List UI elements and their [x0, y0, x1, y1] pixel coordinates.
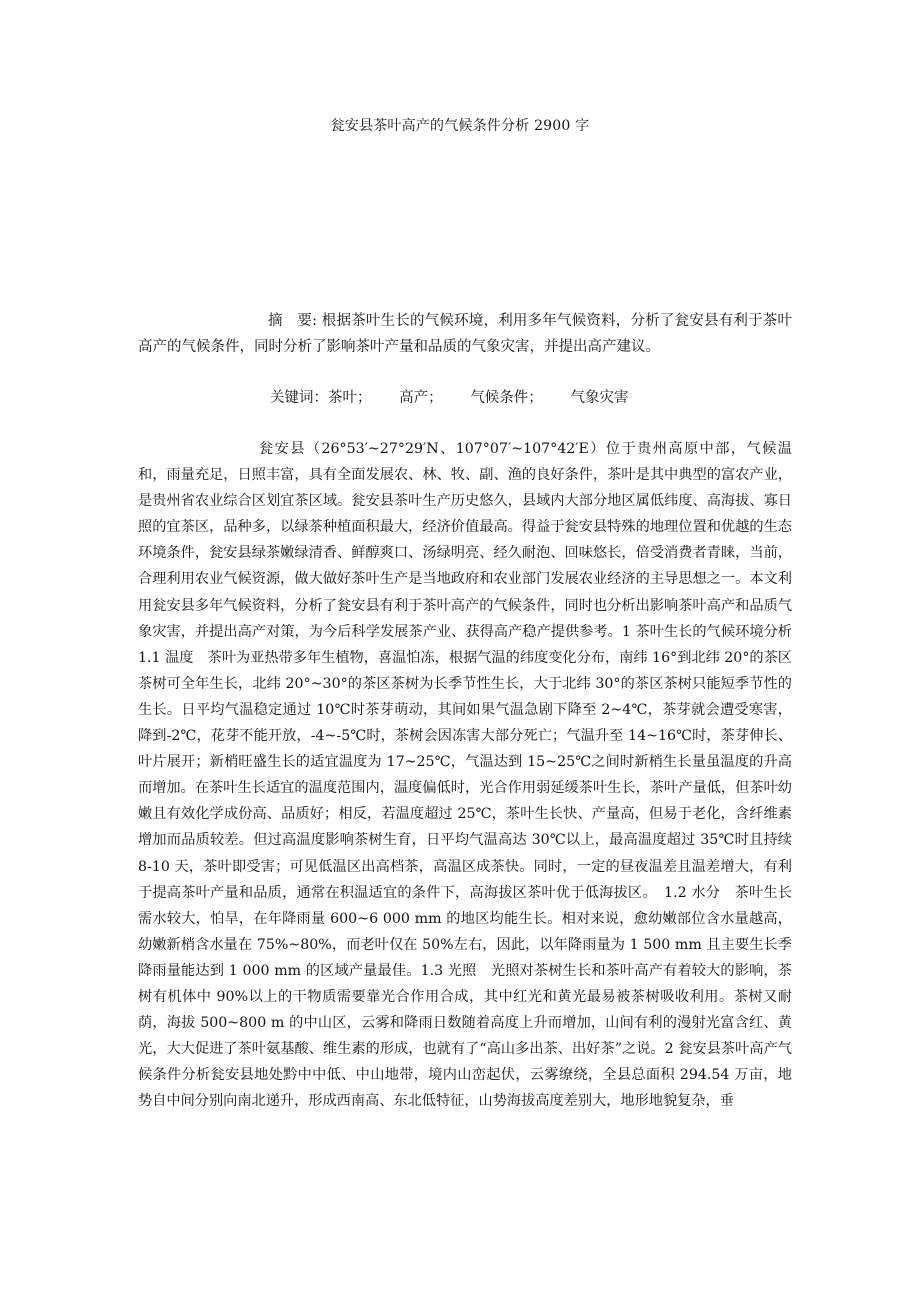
keyword-item: 茶叶；: [328, 390, 372, 406]
abstract-label: 摘 要:: [268, 313, 317, 329]
abstract-paragraph: [138, 308, 792, 360]
document-title: 瓮安县茶叶高产的气候条件分析 2900 字: [330, 118, 590, 134]
keyword-item: 气候条件；: [470, 390, 543, 406]
keyword-item: 高产；: [399, 390, 443, 406]
keywords-line: [270, 385, 790, 411]
abstract-text: 根据茶叶生长的气候环境，利用多年气候资料，分析了瓮安县有利于茶叶高产的气候条件，同时分析了影响茶叶产量和品质的气象灾害，并提出高产建议。: [138, 313, 793, 355]
keyword-item: 气象灾害: [570, 390, 629, 406]
body-paragraph: 瓮安县（26°53′~27°29′N、107°07′~107°42′E）位于贵州高原中部，气候温和，雨量充足，日照丰富，具有全面发展农、林、牧、副、渔的良好条件，茶叶是其中典型的富农产业，是贵州省农业综合区划宜茶区域。瓮安县茶叶生产历史悠久，县域内大部分地区属低纬度、高海拔、寡日照的宜茶区，品种多，以绿茶种植面积最大，经济价值最高。得益于瓮安县特殊的地理位置和优越的生态环境条件，瓮安县绿茶嫩绿清香、鲜醇爽口、汤绿明亮、经久耐泡、回味悠长，倍受消费者青睐，当前，合理利用农业气候资源，做大做好茶叶生产是当地政府和农业部门发展农业经济的主导思想之一。本文利用瓮安县多年气候资料，分析了瓮安县有利于茶叶高产的气候条件，同时也分析出影响茶叶高产和品质气象灾害，并提出高产对策，为今后科学发展茶产业、获得高产稳产提供参考。1 茶叶生长的气候环境分析 1.1 温度 茶叶为亚热带多年生植物，喜温怕冻，根据气温的纬度变化分布，南纬 16°到北纬 20°的茶区茶树可全年生长，北纬 20°~30°的茶区茶树为长季节性生长，大于北纬 30°的茶区茶树只能短季节性的生长。日平均气温稳定通过 10℃时茶芽萌动，其间如果气温急剧下降至 2~4℃，茶芽就会遭受寒害，降到-2℃，花芽不能开放，-4~-5℃时，茶树会因冻害大部分死亡；气温升至 14~16℃时，茶芽伸长、叶片展开；新梢旺盛生长的适宜温度为 17~25℃，气温达到 15~25℃之间时新梢生长量虽温度的升高而增加。在茶叶生长适宜的温度范围内，温度偏低时，光合作用弱延缓茶叶生长，茶叶产量低，但茶叶幼嫩且有效化学成份高、品质好；相反，若温度超过 25℃，茶叶生长快、产量高，但易于老化，含纤维素增加而品质较差。但过高温度影响茶树生育，日平均气温高达 30℃以上，最高温度超过 35℃时且持续 8-10 天，茶叶即受害；可见低温区出高档茶，高温区成茶快。同时，一定的昼夜温差且温差增大，有利于提高茶叶产量和品质，通常在积温适宜的条件下，高海拔区茶叶优于低海拔区。 1.2 水分 茶叶生长需水较大，怕旱，在年降雨量 600~6 000 mm 的地区均能生长。相对来说，愈幼嫩部位含水量越高，幼嫩新梢含水量在 75%~80%，而老叶仅在 50%左右，因此，以年降雨量为 1 500 mm 且主要生长季降雨量能达到 1 000 mm 的区域产量最佳。1.3 光照 光照对茶树生长和茶叶高产有着较大的影响，茶树有机体中 90%以上的干物质需要靠光合作用合成，其中红光和黄光最易被茶树吸收利用。茶树又耐荫，海拔 500~800 m 的中山区，云雾和降雨日数随着高度上升而增加，山间有利的漫射光富含红、黄光，大大促进了茶叶氨基酸、维生素的形成，也就有了“高山多出茶、出好茶”之说。2 瓮安县茶叶高产气候条件分析瓮安县地处黔中中低、中山地带，境内山峦起伏，云雾缭绕，全县总面积 294.54 万亩，地势自中间分别向南北递升，形成西南高、东北低特征，山势海拔高度差别大，地形地貌复杂，垂: [138, 441, 792, 1110]
keywords-label: 关键词：: [270, 390, 328, 406]
